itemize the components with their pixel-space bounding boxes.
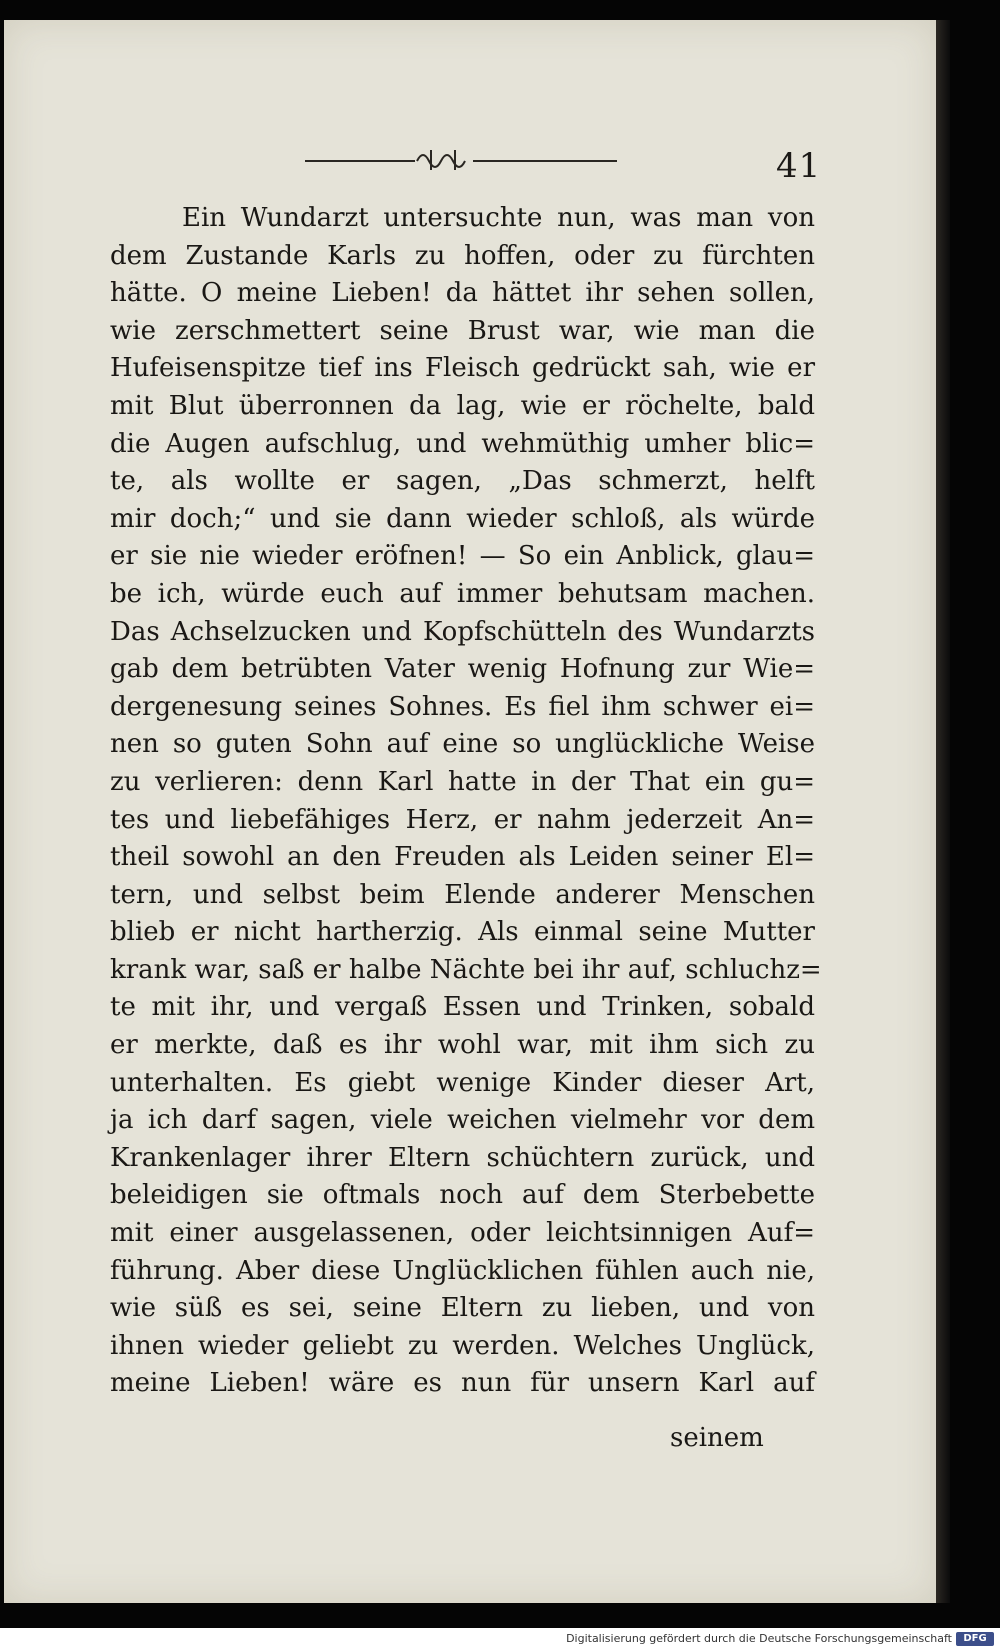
footer-credit: Digitalisierung gefördert durch die Deutsche Forschungsgemeinschaft — [566, 1632, 952, 1645]
text-line: mir doch;“ und sie dann wieder schloß, als würde — [110, 503, 815, 534]
text-line: wie süß es sei, seine Eltern zu lieben, und von — [110, 1293, 815, 1324]
page-edge — [936, 20, 950, 1603]
text-line: beleidigen sie oftmals noch auf dem Sterbebette — [110, 1180, 815, 1211]
text-line: hätte. O meine Lieben! da hättet ihr sehen sollen, — [110, 278, 815, 309]
header-ornament-icon — [305, 148, 617, 172]
text-line: nen so guten Sohn auf eine so unglückliche Weise — [110, 729, 815, 760]
body-text — [110, 200, 822, 1403]
text-line: wie zerschmettert seine Brust war, wie man die — [110, 315, 815, 346]
text-line: unterhalten. Es giebt wenige Kinder dieser Art, — [110, 1067, 815, 1098]
text-line: ihnen wieder geliebt zu werden. Welches Unglück, — [110, 1330, 815, 1361]
text-line: Krankenlager ihrer Eltern schüchtern zurück, und — [110, 1142, 815, 1173]
text-line: dergenesung seines Sohnes. Es fiel ihm schwer ei= — [110, 691, 815, 722]
dfg-logo: DFG — [956, 1632, 994, 1646]
catchword: seinem — [670, 1423, 764, 1453]
text-line: Ein Wundarzt untersuchte nun, was man von — [182, 203, 815, 233]
text-line: ja ich darf sagen, viele weichen vielmehr vor dem — [110, 1105, 815, 1136]
text-line: mit Blut überronnen da lag, wie er röchelte, bald — [110, 390, 815, 421]
text-line: er merkte, daß es ihr wohl war, mit ihm sich zu — [110, 1030, 815, 1061]
text-line: gab dem betrübten Vater wenig Hofnung zur Wie= — [110, 654, 815, 685]
text-line: Das Achselzucken und Kopfschütteln des Wundarzts — [110, 616, 815, 647]
text-line: theil sowohl an den Freuden als Leiden seiner El= — [110, 842, 815, 873]
text-line: tes und liebefähiges Herz, er nahm jederzeit An= — [110, 804, 815, 835]
text-line: er sie nie wieder eröfnen! — So ein Anblick, glau= — [110, 541, 815, 572]
text-line: die Augen aufschlug, und wehmüthig umher blic= — [110, 428, 815, 459]
text-line: tern, und selbst beim Elende anderer Menschen — [110, 879, 815, 910]
text-line: dem Zustande Karls zu hoffen, oder zu fürchten — [110, 240, 815, 271]
text-line: blieb er nicht hartherzig. Als einmal seine Mutter — [110, 917, 815, 948]
text-line: mit einer ausgelassenen, oder leichtsinnigen Auf= — [110, 1218, 815, 1249]
text-line: führung. Aber diese Unglücklichen fühlen auch nie, — [110, 1255, 815, 1286]
text-line: meine Lieben! wäre es nun für unsern Karl auf — [110, 1368, 815, 1399]
page-number: 41 — [776, 146, 822, 186]
text-line: krank war, saß er halbe Nächte bei ihr auf, schluchz= — [110, 954, 822, 985]
text-line: te, als wollte er sagen, „Das schmerzt, helft — [110, 466, 815, 497]
text-line: Hufeisenspitze tief ins Fleisch gedrückt sah, wie er — [110, 353, 815, 384]
text-line: te mit ihr, und vergaß Essen und Trinken, sobald — [110, 992, 815, 1023]
text-line: zu verlieren: denn Karl hatte in der That ein gu= — [110, 766, 815, 797]
text-line: be ich, würde euch auf immer behutsam machen. — [110, 578, 815, 609]
